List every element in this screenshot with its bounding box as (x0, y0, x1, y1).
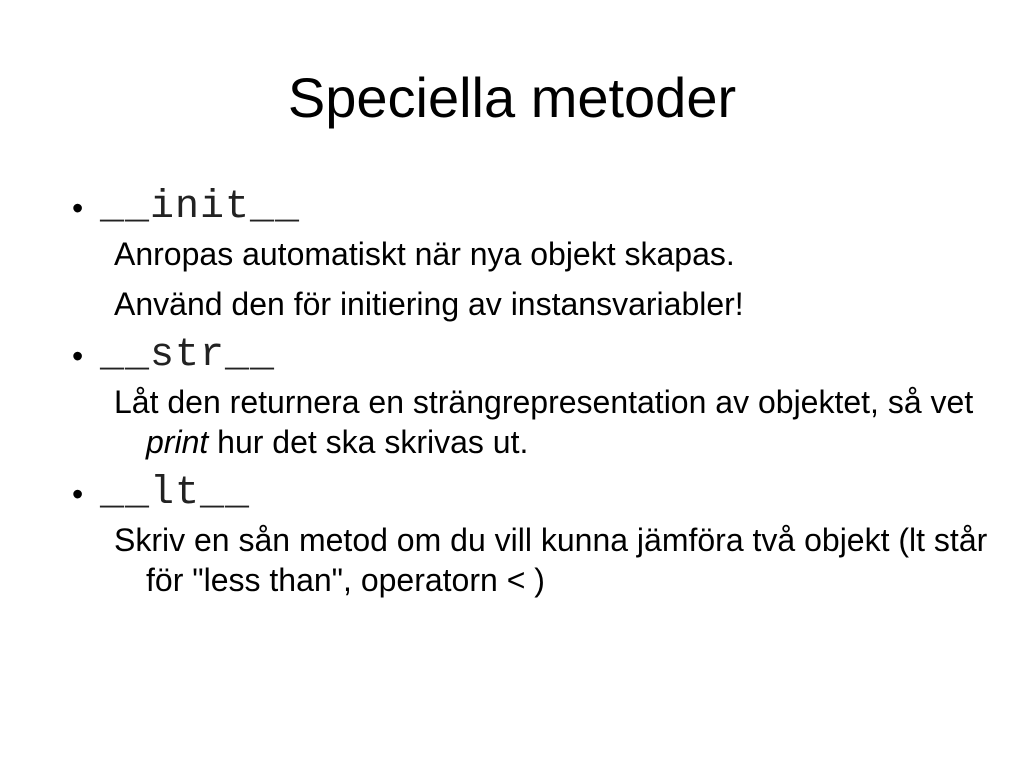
description-line: Använd den för initiering av instansvariabler! (114, 286, 744, 322)
bullet-item-lt (72, 470, 992, 600)
description-line (114, 382, 992, 462)
description-line: Anropas automatiskt när nya objekt skapas. (114, 236, 735, 272)
spacer (72, 462, 992, 470)
bullet-item-str (72, 332, 992, 462)
bullet-dot-icon: • (72, 476, 84, 512)
spacer (72, 324, 992, 332)
emphasis-print: print (146, 424, 209, 460)
bullet-line (72, 332, 992, 382)
description-line: Skriv en sån metod om du vill kunna jämföra två objekt (lt står för "less than", operatorn < ) (114, 522, 988, 598)
bullet-dot-icon: • (72, 190, 84, 226)
method-name-init: __init__ (100, 185, 301, 230)
description-text: hur det ska skrivas ut. (208, 424, 529, 460)
slide-content (72, 184, 992, 600)
method-name-str: __str__ (100, 333, 276, 378)
slide-title: Speciella metoder (287, 66, 737, 129)
bullet-line (72, 184, 992, 234)
bullet-dot-icon: • (72, 338, 84, 374)
bullet-line (72, 470, 992, 520)
method-name-lt: __lt__ (100, 471, 251, 516)
bullet-item-init (72, 184, 992, 324)
description-text: Låt den returnera en strängrepresentation av objektet, så vet (114, 384, 974, 420)
